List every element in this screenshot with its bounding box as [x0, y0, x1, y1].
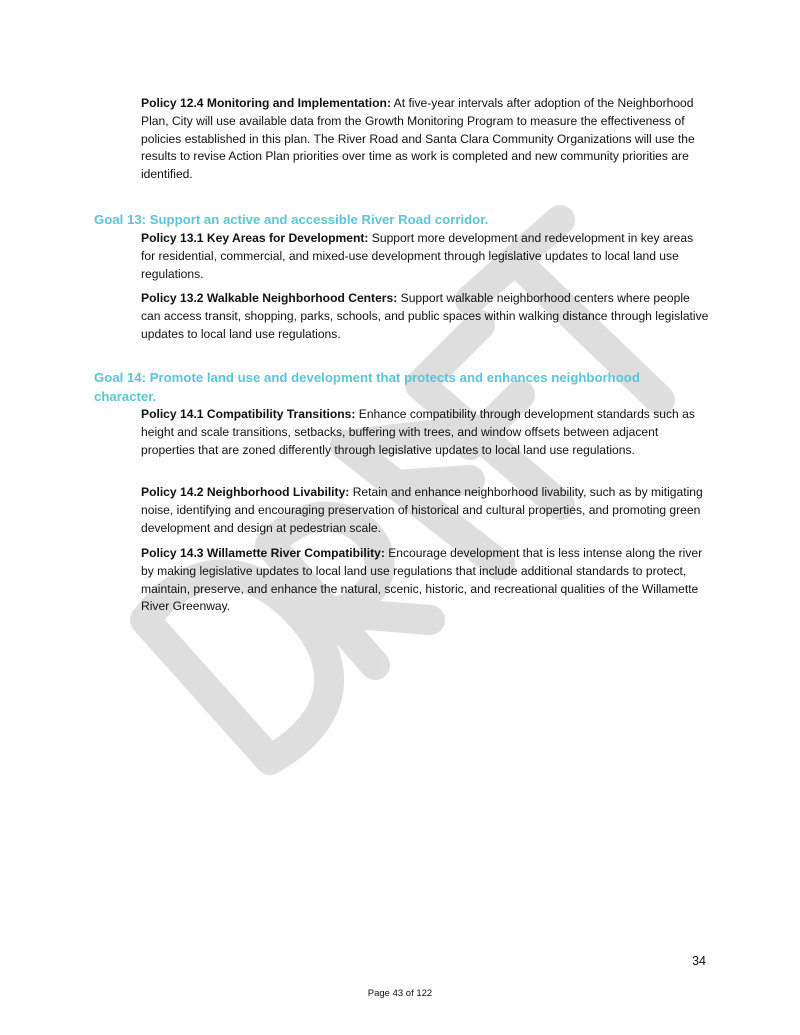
policy-body: Support walkable neighborhood centers where people can access transit, shopping, parks, schools, and public spaces within walking distance through legislative updates to local land use regulations. [141, 291, 709, 341]
policy-body: Retain and enhance neighborhood livability, such as by mitigating noise, identifying and encouraging preservation of historical and cultural properties, and promoting green development and design at pedestrian scale. [141, 485, 703, 535]
policy-14-3 [141, 545, 709, 616]
policy-13-2 [141, 290, 709, 343]
policy-body: Enhance compatibility through development standards such as height and scale transitions, setbacks, buffering with trees, and window offsets between adjacent properties that are zoned differently through legislative updates to local land use regulations. [141, 407, 695, 457]
page-footer: Page 43 of 122 [367, 988, 433, 999]
policy-13-1 [141, 230, 709, 283]
policy-14-2 [141, 484, 709, 537]
policy-body: Support more development and redevelopment in key areas for residential, commercial, and mixed-use development through legislative updates to local land use regulations. [141, 231, 694, 281]
goal-13-heading: Goal 13: Support an active and accessible River Road corridor. [94, 212, 489, 227]
policy-body: Encourage development that is less intense along the river by making legislative updates to local land use regulations that include additional standards to protect, maintain, preserve, and enhance the natural, scenic, historic, and recreational qualities of the Willamette River Greenway. [141, 546, 703, 614]
policy-body: At five-year intervals after adoption of the Neighborhood Plan, City will use available data from the Growth Monitoring Program to measure the effectiveness of policies established in this plan. The River Road and Santa Clara Community Organizations will use the results to revise Action Plan priorities over time as work is completed and new community priorities are identified. [141, 96, 695, 182]
page-number: 34 [692, 954, 706, 968]
policy-title: Policy 14.3 Willamette River Compatibility: [141, 546, 385, 560]
policy-12-4 [141, 95, 709, 184]
policy-title: Policy 13.2 Walkable Neighborhood Centers: [141, 291, 398, 305]
policy-title: Policy 14.2 Neighborhood Livability: [141, 485, 350, 499]
policy-14-1 [141, 406, 709, 459]
policy-title: Policy 14.1 Compatibility Transitions: [141, 407, 356, 421]
policy-title: Policy 13.1 Key Areas for Development: [141, 231, 369, 245]
policy-title: Policy 12.4 Monitoring and Implementation: [141, 96, 391, 110]
goal-14-heading: Goal 14: Promote land use and development that protects and enhances neighborhood character. [94, 370, 640, 404]
